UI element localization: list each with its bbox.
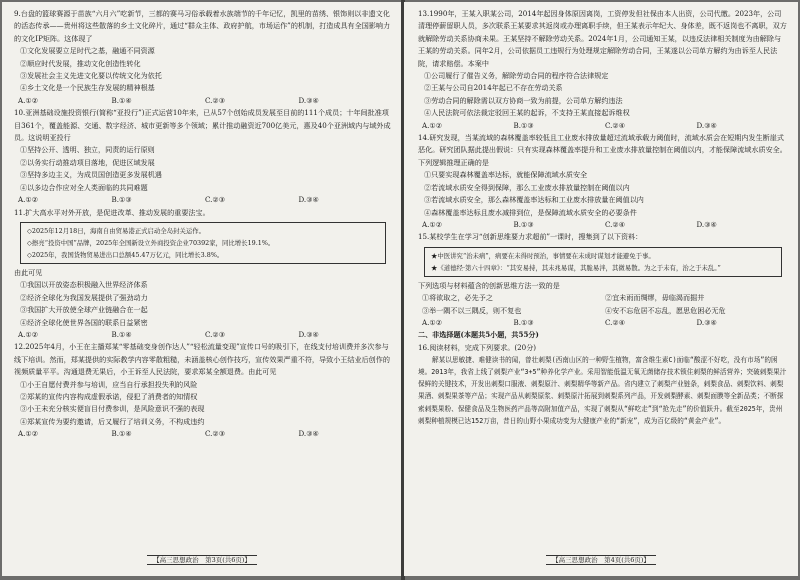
statement-option: ②经济全球化为我国发展提供了强劲动力 [20, 292, 148, 302]
question-14 [418, 132, 788, 231]
statement-option: ①公司履行了催告义务，解除劳动合同的程序符合法律规定 [424, 71, 609, 81]
statement-pair [418, 292, 788, 304]
choice-c: C.②③ [205, 429, 226, 439]
material-box [424, 247, 782, 277]
statement-option: ①坚持公开、透明、独立，同责的运行原则 [20, 145, 155, 155]
question-stem: 15.某校学生在学习“创新思维要力求超前”一课时，搜集到了以下资料： [418, 232, 643, 242]
statement-option: ③举一隅不以三隅反，则不复也 [422, 305, 522, 315]
answer-choices [14, 194, 392, 206]
question-13 [418, 8, 788, 132]
question-9 [14, 8, 392, 107]
choice-b: B.①④ [111, 95, 132, 105]
choice-c: C.②③ [205, 329, 226, 339]
material-line: ★《道德经·第六十四章》：“其安易持，其未兆易谋，其脆易泮，其微易散。为之于未有，治之于未乱。” [431, 263, 721, 272]
choice-a: A.①② [422, 219, 443, 229]
statement-option: ④乡土文化是一个民族生存发展的精神根基 [20, 83, 155, 93]
choice-b: B.①④ [111, 429, 132, 439]
question-stem: 13.1990年，王某入职某公司，2014年起因身体原因离岗，工资停发但社保由本人出资，公司代缴。2023年，公司清理停薪留职人员，多次联系王某要求其返岗或办理离职手续，但王某表示年纪大、身体差，既不返岗也不离职，双方就解除劳动关系协商未果。王某坚持不解除劳动关系。2024年1月，公司通知王某，以违反法律相关制度为由解除与王某的劳动关系。同年2月，公司依据员工违规行为处理规定解除劳动合同，王某遂以公司单方解约为由诉至人民法院，请求赔偿。本案中 [418, 9, 787, 68]
choice-c: C.②③ [205, 95, 226, 105]
statement-option: ④以多边合作应对全人类面临的共同难题 [20, 182, 148, 192]
statement-pair [418, 305, 788, 317]
answer-choices [418, 120, 788, 132]
statement-option: ②若流域水质安全得到保障，那么工业废水排放量控制在阈值以内 [424, 182, 630, 192]
question-10 [14, 107, 392, 206]
statement-option: ③坚持多边主义，为成员国创造更多发展机遇 [20, 170, 162, 180]
choice-d: D.③④ [696, 120, 717, 130]
choice-b: B.①④ [111, 329, 132, 339]
statement-option: ①只要实现森林覆盖率达标，就能保障流域水质安全 [424, 170, 588, 180]
exam-page-3 [2, 2, 402, 576]
statement-option: ②以务实行动推动项目落地，促进区域发展 [20, 157, 155, 167]
choice-a: A.①② [422, 317, 443, 327]
question-lead: 下列选项与材料蕴含的创新思维方法一致的是 [418, 280, 560, 290]
page-footer: 【高三思想政治 第4页(共6页)】 [404, 554, 798, 566]
question-12 [14, 341, 392, 440]
material-line: ◇2025年，我国货物贸易进出口总额45.47万亿元，同比增长3.8%。 [27, 250, 224, 259]
choice-a: A.①② [18, 195, 39, 205]
statement-option: ③我国扩大开放使全球产业链融合在一起 [20, 305, 148, 315]
statement-option: ③发展社会主义先进文化要以传统文化为依托 [20, 71, 162, 81]
choice-c: C.②④ [605, 120, 626, 130]
statement-option: ④经济全球化使世界各国的联系日益紧密 [20, 317, 148, 327]
material-line: ◇2025年12月18日，海南自由贸易港正式启动全岛封关运作。 [27, 226, 206, 235]
choice-d: D.③④ [298, 329, 319, 339]
statement-option: ③小王未充分核实便盲目付费参训，是风险意识不强的表现 [20, 404, 205, 414]
answer-choices [14, 329, 392, 341]
statement-option: ④人民法院可依法裁定驳回王某的起诉，不支持王某直接起诉维权 [424, 108, 630, 118]
material-line: ◇擦亮“投资中国”品牌，2025年全国新设立外商投资企业70392家，同比增长19.1%。 [27, 238, 275, 247]
choice-b: B.①③ [111, 195, 132, 205]
statement-option: ①将欲取之，必先予之 [422, 293, 493, 303]
choice-b: B.①③ [513, 317, 534, 327]
statement-option: ①我国以开放姿态积极融入世界经济体系 [20, 280, 148, 290]
choice-a: A.①② [18, 95, 39, 105]
choice-d: D.③④ [696, 219, 717, 229]
statement-option: ①小王自愿付费并参与培训，应当自行承担投失利的风险 [20, 379, 198, 389]
choice-b: B.①③ [513, 219, 534, 229]
statement-option: ②郑某的宣传内容构成虚假承诺，侵犯了消费者的知情权 [20, 391, 198, 401]
material-box [20, 222, 386, 264]
statement-option: ①文化发展要立足时代之基，融通不同资源 [20, 46, 155, 56]
answer-choices [14, 428, 392, 440]
answer-choices [418, 219, 788, 231]
question-stem: 11.扩大高水平对外开放，是促进改革、推动发展的重要法宝。 [14, 207, 210, 217]
question-16 [418, 342, 788, 427]
choice-a: A.①② [18, 329, 39, 339]
choice-b: B.①③ [513, 120, 534, 130]
question-stem: 12.2025年4月，小王在主播郑某“零基础变身创作达人”“轻松流量变现”宣传口号的吸引下，在线支付培训费并多次参与线下培训。然而，郑某提供的实际教学内容零散粗糙，未涵盖核心创作技巧，宣传效果严重不符，导致小王结业后创作的视频质量平平。沟通退费无果后，小王诉至人民法院，要求郑某全额退费。由此可见 [14, 342, 390, 377]
question-stem: 9.台盘的篮球赛源于苗族“六月六”吃新节，三都的赛马习俗承载着水族端节的千年记忆，凯里的苗绣、银饰则以非遗文化的活态传承——贵州将这些散落的乡土文化碎片，通过“群众主体、政府护航，市场运作”的机制，打造成具有全国影响力的文化IP矩阵。这体现了 [14, 9, 391, 43]
question-stem: 10.亚洲基础设施投资银行(简称“亚投行”)正式运营10年来，已从57个创始成员发展至目前的111个成员；十年间批准项目361个，覆盖能源、交通、数字经济、城市更新等多个领域；累计推动融资近700亿美元，惠及40个亚洲域内与域外成员。这说明亚投行 [14, 108, 391, 143]
choice-a: A.①② [18, 429, 39, 439]
answer-choices [14, 95, 392, 107]
statement-option: ④安不忘危居不忘乱，愿思危困必无危 [605, 305, 726, 315]
choice-c: C.②④ [605, 219, 626, 229]
choice-c: C.②③ [205, 195, 226, 205]
question-stem: 14.研究发现，当某流域的森林覆盖率较低且工业废水排放量超过流域承载力阈值时，流域水质会在短期内发生断崖式恶化。研究团队据此提出假说：只有实现森林覆盖率提升和工业废水排放量控制在阈值以内，才能保障流域水质安全。下列逻辑推理正确的是 [418, 133, 787, 167]
page-footer: 【高三思想政治 第3页(共6页)】 [2, 554, 402, 566]
statement-option: ④森林覆盖率达标且废水减排到位，是保障流域水质安全的必要条件 [424, 207, 637, 217]
question-15 [418, 231, 788, 329]
statement-option: ②王某与公司自2014年起已不存在劳动关系 [424, 83, 563, 93]
material-line: ★中医讲究“治未病”，病要在未得时预治，事情要在未成时谋划才能避免于事。 [431, 251, 655, 260]
answer-choices [418, 317, 788, 329]
question-11 [14, 207, 392, 342]
choice-a: A.①② [422, 120, 443, 130]
statement-option: ④郑某宣传为要约邀请，后又履行了培训义务，不构成违约 [20, 416, 205, 426]
choice-d: D.③④ [298, 95, 319, 105]
choice-d: D.③④ [298, 195, 319, 205]
reading-material: 解某以思敏捷、难健读书的闻，曾壮刺梨(西南山区的一种野生植物，富含维生素C)面临“酸涩不好吃，没有市场”的困境。2013年，我省上线了刺梨产业“3+5”种养化学产业。采用智能低温无氧无菌储存技术锁住刺梨的鲜活营养；突破刺梨果汁保鲜的关键技术，开发出刺梨口服液、刺梨原汁、刺梨精华等新产品。省内建立了刺梨产业链条，刺梨食品、刺梨饮料、刺梨果酒、刺梨果茶等产品；实现产品从刺梨原浆、刺梨原汁拓展到刺梨系列产品，开发刺梨酵素、刺梨面膜等全新品类；不断探索刺梨果粉、保健食品及生物医药产品等高附加值产品，实现了刺梨从“鲜吃走”到“抢先走”的价值跃升。截至2025年，贵州刺梨种植规模已达152万亩，昔日的山野小果成功变为大健康产业的“新宠”，成为百亿级的“黄金产业”。 [418, 356, 787, 425]
exam-page-4 [404, 2, 798, 576]
statement-option: ②顺应时代发展，推动文化创造性转化 [20, 58, 141, 68]
choice-d: D.③④ [696, 317, 717, 327]
choice-c: C.②④ [605, 317, 626, 327]
section-heading: 二、非选择题(本题共5小题，共55分) [418, 330, 539, 340]
question-stem: 16.阅读材料，完成下列要求。(20分) [418, 342, 537, 352]
statement-option: ②宜未雨而绸缪，毋临渴而掘井 [605, 293, 705, 303]
question-lead: 由此可见 [14, 267, 43, 277]
choice-d: D.③④ [298, 429, 319, 439]
statement-option: ③劳动合同的解除需以双方协商一致为前提，公司单方解约违法 [424, 95, 623, 105]
statement-option: ③若流域水质安全，那么森林覆盖率达标和工业废水排放量在阈值以内 [424, 195, 644, 205]
